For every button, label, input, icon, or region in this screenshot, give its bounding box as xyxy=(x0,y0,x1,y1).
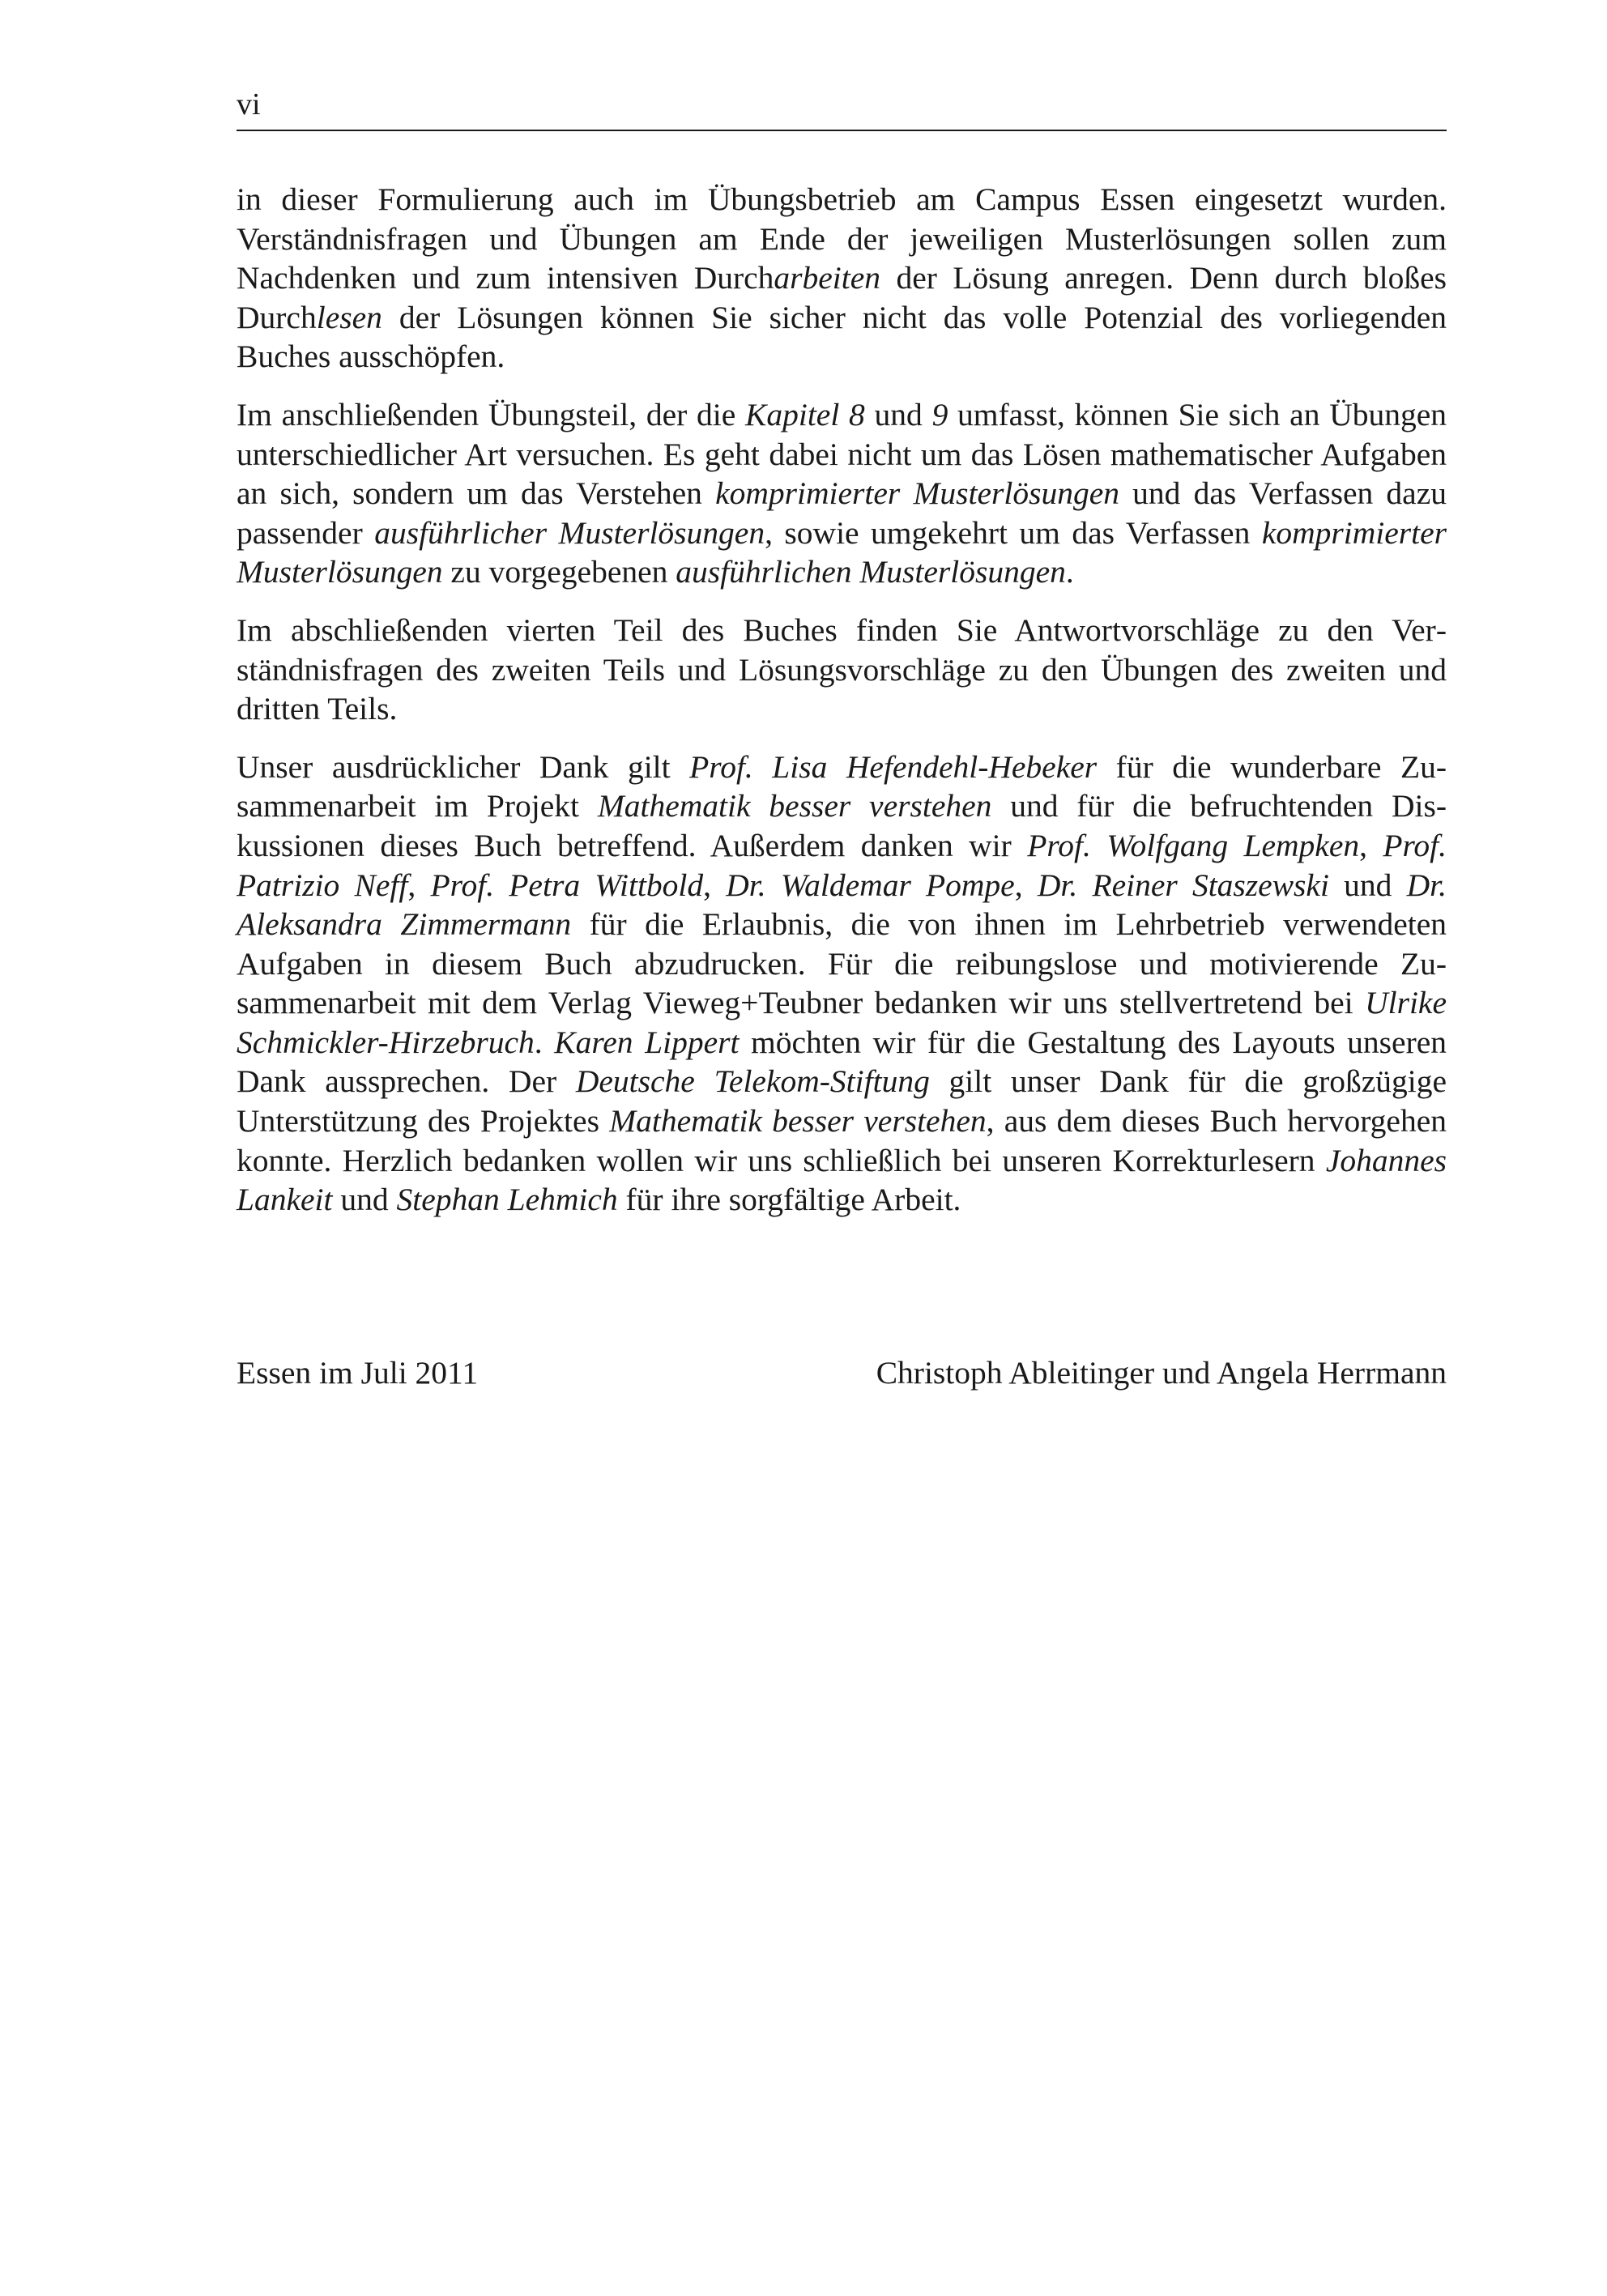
text-run: , aus dem dieses Buch hervorgehen konnte. Herzlich bedanken wollen wir uns schließlich bei unseren Korrekturlesern xyxy=(237,1103,1447,1178)
text-run: und das Verfassen dazu passender xyxy=(237,475,1447,551)
paragraph-1 xyxy=(237,180,1447,377)
italic-text: Dr. Reiner Staszewski xyxy=(1037,867,1329,903)
text-run: möchten wir für die Gestaltung des Layouts unseren Dank aussprechen. Der xyxy=(237,1024,1447,1100)
page-number: vi xyxy=(237,87,261,121)
text-run: und für die befruchtenden Diskussionen dieses Buch betreffend. Außerdem danken wir xyxy=(237,788,1447,863)
text-run: , xyxy=(407,867,431,903)
text-run: der Lösung anregen. Denn durch bloßes Durch xyxy=(237,260,1447,335)
italic-text: Deutsche Telekom-Stiftung xyxy=(575,1063,930,1100)
italic-text: Prof. Wolfgang Lempken xyxy=(1027,827,1360,863)
text-run: . xyxy=(534,1024,555,1060)
italic-text: Kapitel 8 xyxy=(745,396,865,432)
signature-line xyxy=(237,1352,1447,1393)
italic-text: Prof. Petra Wittbold xyxy=(430,867,704,903)
authors: Christoph Ableitinger und Angela Herrmann xyxy=(876,1355,1447,1391)
italic-text: Stephan Lehmich xyxy=(396,1182,618,1218)
text-run: , xyxy=(703,867,727,903)
text-run: , xyxy=(1014,867,1038,903)
text-run: , sowie umgekehrt um das Verfassen xyxy=(765,514,1262,551)
text-run: für die Erlaubnis, die von ihnen im Lehrbetrieb verwendeten Aufgaben in diesem Buch abzudrucken. Für die reibungslose und motivierende Zusammenarbeit mit dem Verlag Vieweg+Teubner bedanken wir uns stellvertretend bei xyxy=(237,906,1447,1021)
text-run: gilt unser Dank für die großzügige Unterstützung des Projektes xyxy=(237,1063,1447,1139)
header-rule xyxy=(237,130,1447,131)
text-run: und xyxy=(864,396,932,432)
text-run: für ihre sorgfältige Arbeit. xyxy=(617,1182,961,1218)
paragraph-3 xyxy=(237,611,1447,729)
italic-text: Johannes Lankeit xyxy=(237,1142,1447,1218)
italic-text: 9 xyxy=(931,396,948,432)
text-run: und xyxy=(332,1182,397,1218)
paragraph-2 xyxy=(237,395,1447,592)
italic-text: Mathematik besser verstehen xyxy=(609,1103,987,1139)
italic-text: Prof. Lisa Hefendehl-Hebeker xyxy=(689,748,1098,785)
preface-body xyxy=(237,180,1447,1238)
text-run: in dieser Formulierung auch im Übungsbetrieb am Campus Essen eingesetzt wurden. Verständnisfragen und Übungen am Ende der jeweiligen Musterlösungen sollen zum Nachdenken und zum intensiven Durch xyxy=(237,181,1447,296)
text-run: umfasst, können Sie sich an Übungen unterschiedlicher Art versuchen. Es geht dabei nicht um das Lösen mathematischer Aufgaben an sich, sondern um das Verstehen xyxy=(237,396,1447,512)
text-run: Im abschließenden vierten Teil des Buches finden Sie Antwortvorschläge zu den Verständnisfragen des zweiten Teils und Lösungsvorschläge zu den Übungen des zweiten und dritten Teils. xyxy=(237,611,1447,727)
italic-text: Dr. Aleksandra Zimmermann xyxy=(237,867,1447,943)
italic-text: Mathematik besser verstehen xyxy=(597,788,992,824)
italic-text: lesen xyxy=(316,299,382,335)
text-run: für die wunderbare Zusammenarbeit im Projekt xyxy=(237,748,1447,824)
text-run: . xyxy=(1065,554,1074,590)
text-run: Unser ausdrücklicher Dank gilt xyxy=(237,748,690,785)
italic-text: Ulrike Schmickler-Hirzebruch xyxy=(237,985,1447,1060)
italic-text: Dr. Waldemar Pompe xyxy=(726,867,1015,903)
italic-text: arbeiten xyxy=(774,260,881,296)
paragraph-4 xyxy=(237,748,1447,1220)
italic-text: ausführlicher Musterlösungen xyxy=(374,514,765,551)
italic-text: Karen Lippert xyxy=(554,1024,740,1060)
text-run: Im anschließenden Übungsteil, der die xyxy=(237,396,746,432)
text-run: der Lösungen können Sie sicher nicht das volle Potenzial des vorliegenden Buches ausschöpfen. xyxy=(237,299,1447,375)
text-run: , xyxy=(1359,827,1383,863)
italic-text: ausführlichen Musterlösungen xyxy=(676,554,1066,590)
text-run: und xyxy=(1328,867,1407,903)
italic-text: komprimierter Musterlösungen xyxy=(715,475,1119,512)
italic-text: komprimierter Musterlösungen xyxy=(237,514,1447,590)
text-run: zu vorgegebenen xyxy=(442,554,676,590)
italic-text: Prof. Patrizio Neff xyxy=(237,827,1447,903)
place-date: Essen im Juli 2011 xyxy=(237,1355,479,1391)
